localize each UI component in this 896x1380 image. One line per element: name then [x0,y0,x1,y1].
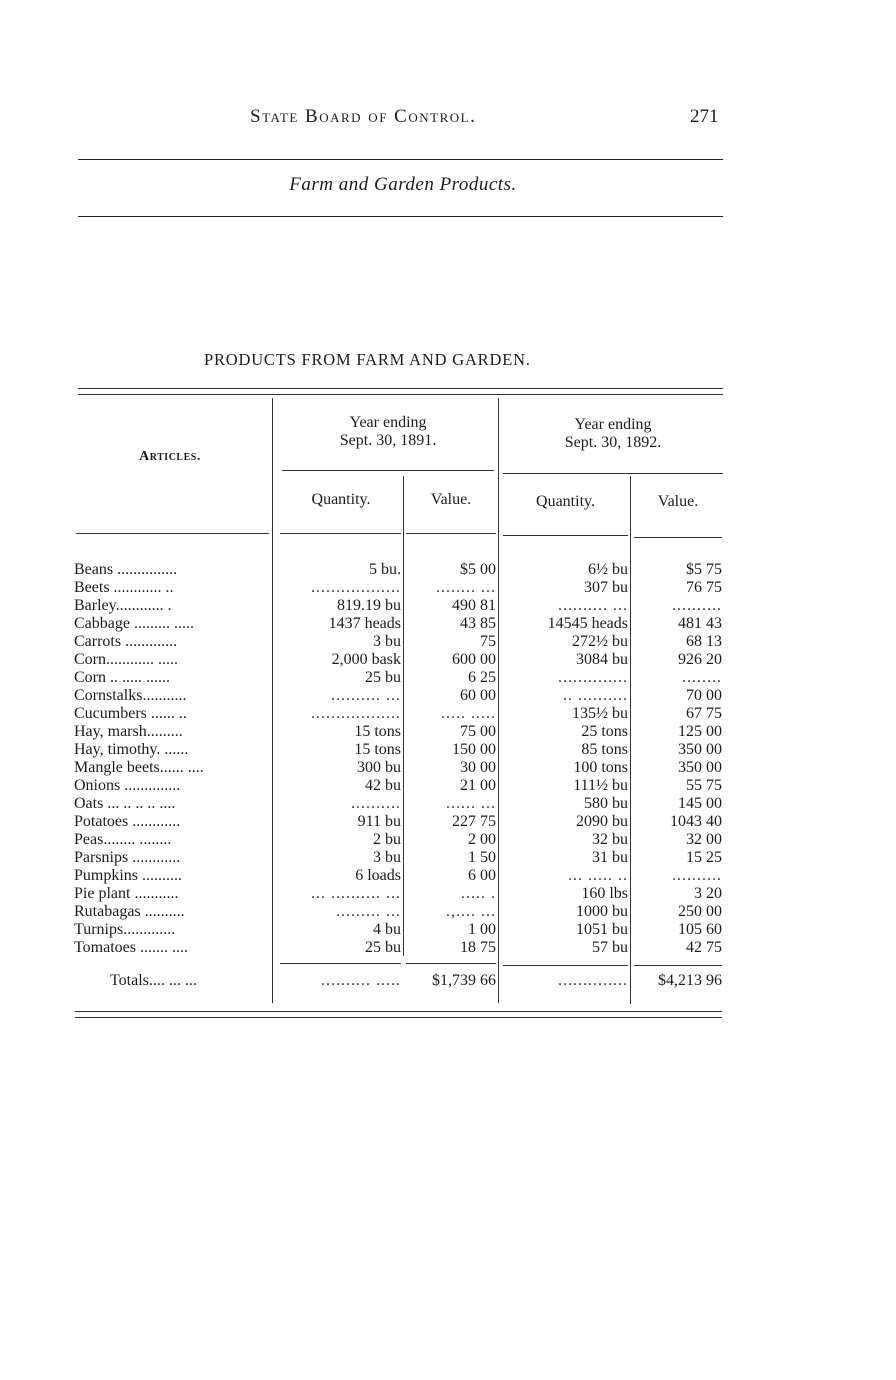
article-name: Peas........ ........ [74,831,172,848]
table-row [0,705,896,723]
table-bottom-rule-1 [75,1011,722,1012]
column-header-quantity-1892: Quantity. [536,493,595,510]
table-row [0,849,896,867]
value-1891: 1 50 [468,849,496,866]
value-1891: 150 00 [452,741,496,758]
section-subtitle: Farm and Garden Products. [289,174,517,195]
quantity-1892: 307 bu [584,579,628,596]
value-1892: 70 00 [686,687,722,704]
value-1891: ..... . [461,885,496,902]
value-1891: 6 00 [468,867,496,884]
value-1892: 1043 40 [670,813,722,830]
quantity-1892: .......... ... [558,597,628,614]
value-1891: $5 00 [460,561,496,578]
quantity-1892: 272½ bu [572,633,628,650]
quantity-1891: ......... ... [336,903,401,920]
value-1891: .,.... ... [446,903,496,920]
totals-value-1892: $4,213 96 [658,972,722,989]
quantity-1891: .......... [351,795,401,812]
article-name: Oats ... .. .. .. .... [74,795,176,812]
value-1891: ........ ... [436,579,496,596]
header-rule-top [78,159,723,160]
article-name: Cornstalks........... [74,687,187,704]
value-1891: 227 75 [452,813,496,830]
article-name: Parsnips ............ [74,849,181,866]
value-1892: 350 00 [678,759,722,776]
value-1891: 21 00 [460,777,496,794]
article-name: Beans ............... [74,561,178,578]
totals-label: Totals.... ... ... [110,972,197,989]
article-name: Beets ............ .. [74,579,174,596]
table-row [0,759,896,777]
value-1892: 926 20 [678,651,722,668]
quantity-1891: 3 bu [373,633,401,650]
value-1892: 76 75 [686,579,722,596]
quantity-1891: 911 bu [357,813,401,830]
value-1892: 55 75 [686,777,722,794]
article-name: Pie plant ........... [74,885,179,902]
value-1892: 250 00 [678,903,722,920]
quantity-1891: 5 bu. [369,561,401,578]
value-1892: .......... [672,867,722,884]
quantity-1891: 42 bu [365,777,401,794]
value-1891: 600 00 [452,651,496,668]
table-row [0,633,896,651]
quantity-1891: 300 bu [357,759,401,776]
header-bottom-rule-q1 [280,533,401,534]
quantity-1892: 2090 bu [576,813,628,830]
quantity-1892: 580 bu [584,795,628,812]
totals-quantity-1892: .............. [558,972,628,989]
value-1891: 75 00 [460,723,496,740]
table-row [0,687,896,705]
header-bottom-rule-articles [76,533,269,534]
value-1892: 42 75 [686,939,722,956]
period-header-1891 [282,414,494,450]
quantity-1891: ... .......... ... [311,885,401,902]
article-name: Onions .............. [74,777,181,794]
value-1892: $5 75 [686,561,722,578]
value-1891: 2 00 [468,831,496,848]
table-bottom-rule-2 [75,1017,722,1018]
value-1891: ..... ..... [441,705,496,722]
value-1892: 481 43 [678,615,722,632]
quantity-1891: 4 bu [373,921,401,938]
quantity-1891: 2,000 bask [331,651,401,668]
quantity-1891: .......... ... [331,687,401,704]
value-1891: 43 85 [460,615,496,632]
quantity-1892: 31 bu [592,849,628,866]
quantity-1892: 160 lbs [581,885,628,902]
running-head: State Board of Control. [250,106,477,127]
table-row [0,597,896,615]
table-row [0,777,896,795]
quantity-1891: 15 tons [354,741,401,758]
table-row [0,903,896,921]
value-1892: 105 60 [678,921,722,938]
quantity-1891: 15 tons [354,723,401,740]
table-row [0,741,896,759]
article-name: Turnips............. [74,921,176,938]
quantity-1891: 3 bu [373,849,401,866]
quantity-1892: 85 tons [581,741,628,758]
value-1892: 145 00 [678,795,722,812]
value-1891: 75 [480,633,496,650]
table-row [0,867,896,885]
table-row [0,723,896,741]
period-1892-line2: Sept. 30, 1892. [564,434,662,451]
period-1891-line2: Sept. 30, 1891. [339,432,437,449]
article-name: Corn .. ..... ...... [74,669,170,686]
totals-rule-v2 [634,965,722,966]
value-1892: 15 25 [686,849,722,866]
article-name: Carrots ............. [74,633,178,650]
value-1891: 6 25 [468,669,496,686]
value-1892: 3 20 [694,885,722,902]
quantity-1891: .................. [311,579,401,596]
quantity-1892: .. .......... [563,687,628,704]
table-row [0,669,896,687]
article-name: Hay, timothy. ...... [74,741,189,758]
totals-quantity-1891: .......... ..... [321,972,401,989]
quantity-1892: 25 tons [581,723,628,740]
article-name: Hay, marsh......... [74,723,183,740]
quantity-1892: .............. [558,669,628,686]
article-name: Pumpkins .......... [74,867,183,884]
header-bottom-rule-v2 [634,537,722,538]
article-name: Barley............ . [74,597,172,614]
article-name: Mangle beets...... .... [74,759,204,776]
table-row [0,921,896,939]
table-row [0,579,896,597]
period-1891-line1: Year ending [349,414,427,431]
period-underline-1891 [282,470,494,471]
value-1891: 18 75 [460,939,496,956]
table-row [0,831,896,849]
totals-value-1891: $1,739 66 [432,972,496,989]
quantity-1891: 2 bu [373,831,401,848]
article-name: Corn............ ..... [74,651,178,668]
period-header-1892 [503,416,723,452]
quantity-1892: 32 bu [592,831,628,848]
column-header-articles: Articles. [139,449,201,464]
totals-rule-q2 [503,965,628,966]
totals-rule-q1 [280,963,401,964]
table-row [0,795,896,813]
table-row [0,561,896,579]
article-name: Cabbage ......... ..... [74,615,194,632]
quantity-1892: 6½ bu [588,561,628,578]
header-bottom-rule-q2 [503,535,628,536]
column-header-value-1891: Value. [430,491,472,508]
page-number: 271 [690,106,719,127]
value-1892: ........ [682,669,722,686]
table-row [0,939,896,957]
value-1891: ...... ... [446,795,496,812]
period-underline-1892 [503,473,723,474]
value-1892: 125 00 [678,723,722,740]
quantity-1892: 100 tons [573,759,628,776]
quantity-1892: 135½ bu [572,705,628,722]
value-1891: 1 00 [468,921,496,938]
totals-rule-v1 [406,963,496,964]
value-1891: 60 00 [460,687,496,704]
table-row [0,813,896,831]
value-1892: 68 13 [686,633,722,650]
value-1892: 350 00 [678,741,722,758]
quantity-1891: 6 loads [355,867,401,884]
table-top-rule-1 [78,388,723,389]
value-1891: 30 00 [460,759,496,776]
article-name: Rutabagas .......... [74,903,185,920]
table-row [0,885,896,903]
table-row [0,615,896,633]
table-row [0,651,896,669]
value-1891: 490 81 [452,597,496,614]
quantity-1891: .................. [311,705,401,722]
table-top-rule-2 [78,394,723,395]
quantity-1892: 3084 bu [576,651,628,668]
totals-row [0,972,896,990]
quantity-1891: 25 bu [365,669,401,686]
article-name: Tomatoes ....... .... [74,939,188,956]
header-bottom-rule-v1 [406,533,496,534]
header-rule-bottom [78,216,723,217]
quantity-1891: 819.19 bu [337,597,401,614]
quantity-1891: 1437 heads [328,615,401,632]
value-1892: 32 00 [686,831,722,848]
quantity-1892: 111½ bu [573,777,628,794]
article-name: Cucumbers ...... .. [74,705,187,722]
value-1892: 67 75 [686,705,722,722]
quantity-1892: 1000 bu [576,903,628,920]
quantity-1891: 25 bu [365,939,401,956]
quantity-1892: 14545 heads [547,615,628,632]
value-1892: .......... [672,597,722,614]
quantity-1892: 1051 bu [576,921,628,938]
period-1892-line1: Year ending [574,416,652,433]
column-header-quantity-1891: Quantity. [311,491,371,508]
table-title: PRODUCTS FROM FARM AND GARDEN. [204,350,531,369]
article-name: Potatoes ............ [74,813,181,830]
quantity-1892: 57 bu [592,939,628,956]
column-header-value-1892: Value. [657,493,699,510]
quantity-1892: ... ..... .. [568,867,628,884]
